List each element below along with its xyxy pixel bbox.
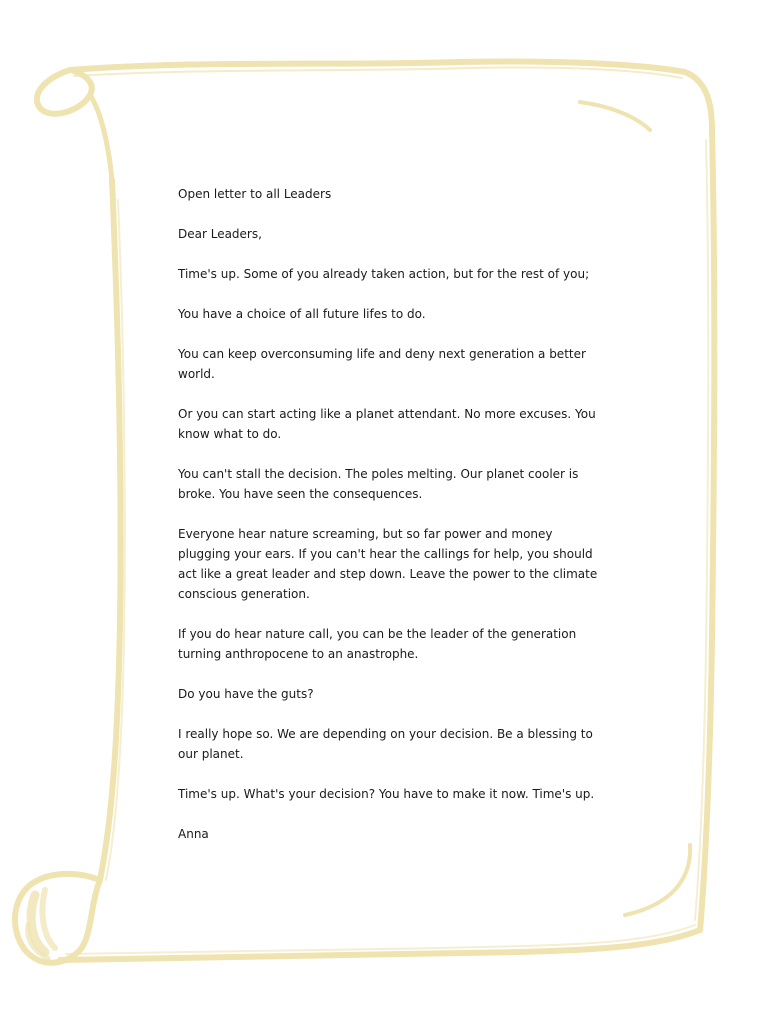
letter-paragraph: Time's up. Some of you already taken action, but for the rest of you; — [178, 267, 590, 281]
letter-body — [178, 184, 598, 844]
letter-paragraph: Or you can start acting like a planet attendant. No more excuses. You know what to do. — [178, 407, 596, 441]
letter-paragraph: You can keep overconsuming life and deny next generation a better world. — [178, 347, 586, 381]
letter-paragraph: Time's up. What's your decision? You have to make it now. Time's up. — [178, 787, 595, 801]
letter-salutation: Dear Leaders, — [178, 227, 262, 241]
letter-title: Open letter to all Leaders — [178, 187, 332, 201]
letter-paragraph: Do you have the guts? — [178, 687, 314, 701]
letter-signature: Anna — [178, 827, 209, 841]
letter-paragraph: You have a choice of all future lifes to do. — [178, 307, 426, 321]
letter-paragraph: If you do hear nature call, you can be the leader of the generation turning anthropocene to an anastrophe. — [178, 627, 577, 661]
letter-paragraph: Everyone hear nature screaming, but so far power and money plugging your ears. If you can't hear the callings for help, you should act like a great leader and step down. Leave the power to the climate conscious generation. — [178, 527, 598, 601]
letter-paragraph: I really hope so. We are depending on your decision. Be a blessing to our planet. — [178, 727, 593, 761]
letter-paragraph: You can't stall the decision. The poles melting. Our planet cooler is broke. You have seen the consequences. — [178, 467, 579, 501]
